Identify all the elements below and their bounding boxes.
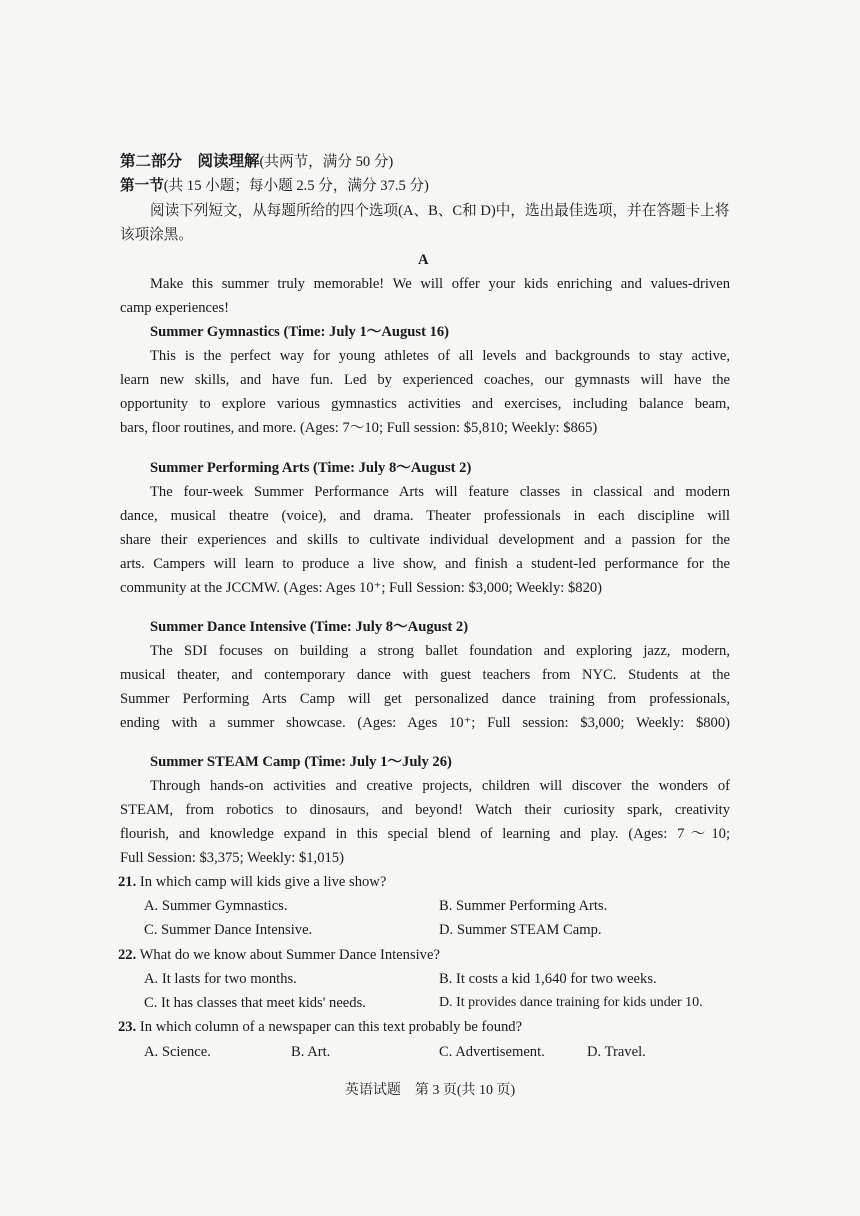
part-heading bbox=[120, 152, 393, 172]
option-b: B. It costs a kid 1,640 for two weeks. bbox=[439, 971, 657, 987]
option-a: A. Summer Gymnastics. bbox=[144, 898, 288, 914]
question-number: 22. bbox=[118, 947, 137, 963]
option-c: C. Summer Dance Intensive. bbox=[144, 922, 313, 938]
camp-heading-steam: Summer STEAM Camp (Time: July 1～July 26) bbox=[150, 754, 452, 770]
page-footer: 英语试题 第 3 页(共 10 页) bbox=[344, 1083, 516, 1098]
camp-text-line: dance, musical theatre (voice), and drama. Theater professionals in each discipline will bbox=[120, 508, 730, 524]
question-text: In which camp will kids give a live show? bbox=[139, 874, 387, 890]
camp-heading-performing-arts: Summer Performing Arts (Time: July 8～August 2) bbox=[150, 460, 472, 476]
part-title: 第二部分 阅读理解 bbox=[120, 153, 260, 170]
camp-heading-gymnastics: Summer Gymnastics (Time: July 1～August 16) bbox=[150, 324, 450, 340]
camp-text-line: flourish, and knowledge expand in this special blend of learning and play. (Ages: 7～10; bbox=[120, 826, 730, 842]
section-note: (共 15 小题；每小题 2.5 分，满分 37.5 分) bbox=[163, 178, 429, 194]
question-number: 23. bbox=[118, 1019, 137, 1035]
passage-label: A bbox=[418, 252, 429, 268]
camp-text-line: The four-week Summer Performance Arts will feature classes in classical and modern bbox=[150, 484, 730, 500]
camp-text-line: STEAM, from robotics to dinosaurs, and beyond! Watch their curiosity spark, creativity bbox=[120, 802, 730, 818]
question-23 bbox=[118, 1017, 522, 1037]
question-text: What do we know about Summer Dance Intensive? bbox=[139, 947, 440, 963]
option-d: D. Summer STEAM Camp. bbox=[439, 922, 602, 938]
option-c: C. Advertisement. bbox=[439, 1044, 545, 1060]
camp-text-line: opportunity to explore various gymnastics activities and exercises, including balance beam, bbox=[120, 396, 730, 412]
option-b: B. Art. bbox=[291, 1044, 331, 1060]
camp-text-line: ending with a summer showcase. (Ages: Ages 10⁺; Full session: $3,000; Weekly: $800) bbox=[120, 715, 730, 731]
camp-heading-dance-intensive: Summer Dance Intensive (Time: July 8～August 2) bbox=[150, 619, 469, 635]
camp-text-line: community at the JCCMW. (Ages: Ages 10⁺; Full Session: $3,000; Weekly: $820) bbox=[120, 580, 603, 596]
camp-text-line: The SDI focuses on building a strong ballet foundation and exploring jazz, modern, bbox=[150, 643, 730, 659]
option-a: A. Science. bbox=[144, 1044, 211, 1060]
option-d: D. Travel. bbox=[587, 1044, 646, 1060]
question-22 bbox=[118, 945, 440, 965]
question-text: In which column of a newspaper can this text probably be found? bbox=[139, 1019, 523, 1035]
instruction-line: 该项涂黑。 bbox=[120, 227, 193, 243]
option-c: C. It has classes that meet kids' needs. bbox=[144, 995, 366, 1011]
option-d: D. It provides dance training for kids under 10. bbox=[439, 995, 703, 1010]
camp-text-line: Through hands-on activities and creative projects, children will discover the wonders of bbox=[150, 778, 730, 794]
instruction-line: 阅读下列短文，从每题所给的四个选项(A、B、C和 D)中，选出最佳选项，并在答题卡上将 bbox=[150, 203, 730, 219]
camp-text-line: Full Session: $3,375; Weekly: $1,015) bbox=[120, 850, 344, 866]
option-a: A. It lasts for two months. bbox=[144, 971, 297, 987]
question-number: 21. bbox=[118, 874, 137, 890]
camp-text-line: bars, floor routines, and more. (Ages: 7～10; Full session: $5,810; Weekly: $865) bbox=[120, 420, 598, 436]
camp-text-line: arts. Campers will learn to produce a live show, and finish a student-led performance for the bbox=[120, 556, 730, 572]
section-heading bbox=[120, 176, 429, 196]
passage-intro-line: Make this summer truly memorable! We will offer your kids enriching and values-driven bbox=[150, 276, 730, 292]
camp-text-line: learn new skills, and have fun. Led by experienced coaches, our gymnasts will have the bbox=[120, 372, 730, 388]
camp-text-line: Summer Performing Arts Camp will get personalized dance training from professionals, bbox=[120, 691, 730, 707]
camp-text-line: musical theater, and contemporary dance with guest teachers from NYC. Students at the bbox=[120, 667, 730, 683]
section-title: 第一节 bbox=[120, 178, 164, 194]
camp-text-line: share their experiences and skills to cultivate individual development and a passion for the bbox=[120, 532, 730, 548]
option-b: B. Summer Performing Arts. bbox=[439, 898, 608, 914]
passage-intro-line: camp experiences! bbox=[120, 300, 229, 316]
part-note: (共两节，满分 50 分) bbox=[259, 154, 394, 170]
question-21 bbox=[118, 872, 386, 892]
camp-text-line: This is the perfect way for young athletes of all levels and backgrounds to stay active, bbox=[150, 348, 730, 364]
